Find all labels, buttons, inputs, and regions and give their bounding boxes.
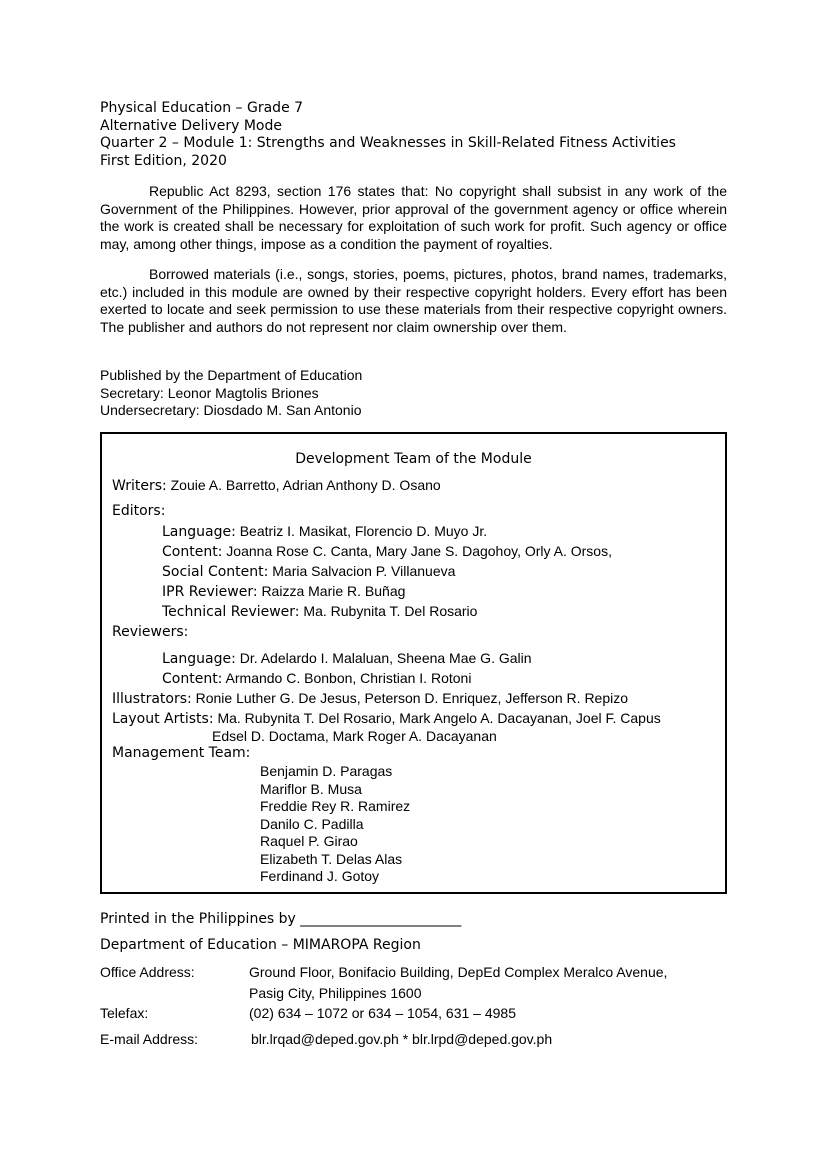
printed-by-line: Printed in the Philippines by _______________________ (100, 911, 462, 927)
editor-role: Content: (162, 544, 223, 560)
management-team-label: Management Team: (112, 745, 251, 761)
writers-label: Writers: (112, 478, 167, 494)
reviewer-role: Content: (162, 671, 223, 687)
editor-row (162, 563, 455, 581)
editor-role: Social Content: (162, 564, 269, 580)
copyright-notice (100, 183, 727, 253)
secretary-line: Secretary: Leonor Magtolis Briones (100, 384, 319, 401)
undersecretary-line: Undersecretary: Diosdado M. San Antonio (100, 402, 362, 418)
layout-artists-continued: Edsel D. Doctama, Mark Roger A. Dacayanan (212, 728, 497, 744)
editor-names: Joanna Rose C. Canta, Mary Jane S. Dagohoy, Orly A. Orsos, (226, 543, 612, 559)
reviewer-names: Dr. Adelardo I. Malaluan, Sheena Mae G. Galin (239, 650, 532, 666)
publisher-info (100, 367, 727, 420)
reviewer-role: Language: (162, 651, 236, 667)
management-member: Raquel P. Girao (260, 833, 358, 849)
email-value: blr.lrqad@deped.gov.ph * blr.lrpd@deped.gov.ph (251, 1031, 553, 1047)
editor-names: Raizza Marie R. Buñag (261, 583, 406, 599)
management-member: Ferdinand J. Gotoy (260, 868, 380, 884)
header-line-module: Quarter 2 – Module 1: Strengths and Weaknesses in Skill-Related Fitness Activities (100, 135, 676, 151)
management-member: Benjamin D. Paragas (260, 763, 393, 779)
telefax-label: Telefax: (100, 1005, 149, 1021)
email-label: E-mail Address: (100, 1031, 199, 1047)
borrowed-materials-notice (100, 266, 727, 336)
office-address-label: Office Address: (100, 964, 195, 980)
management-member: Freddie Rey R. Ramirez (260, 798, 411, 814)
copyright-paragraph: Republic Act 8293, section 176 states that: No copyright shall subsist in any work of the Government of the Philippines. However, prior approval of the government agency or office wherein the work is created shall be necessary for exploitation of such work for profit. Such agency or office may, among other things, impose as a condition the payment of royalties. (100, 183, 727, 252)
illustrators-row (112, 690, 628, 708)
editor-row (162, 583, 405, 601)
office-address-line1: Ground Floor, Bonifacio Building, DepEd Complex Meralco Avenue, (249, 964, 668, 980)
header-line-subject: Physical Education – Grade 7 (100, 100, 304, 116)
illustrators-label: Illustrators: (112, 691, 192, 707)
team-title: Development Team of the Module (295, 451, 532, 467)
editor-role: Language: (162, 524, 236, 540)
reviewer-row (162, 670, 471, 688)
editors-label: Editors: (112, 503, 166, 519)
illustrators-value: Ronie Luther G. De Jesus, Peterson D. Enriquez, Jefferson R. Repizo (195, 690, 629, 706)
management-member: Mariflor B. Musa (260, 781, 362, 797)
reviewer-names: Armando C. Bonbon, Christian I. Rotoni (225, 670, 472, 686)
layout-artists-value: Ma. Rubynita T. Del Rosario, Mark Angelo A. Dacayanan, Joel F. Capus (217, 710, 661, 726)
office-address-line2: Pasig City, Philippines 1600 (249, 985, 422, 1001)
editor-row (162, 603, 477, 621)
editor-names: Ma. Rubynita T. Del Rosario (303, 603, 478, 619)
module-header (100, 100, 727, 170)
reviewer-row (162, 650, 532, 668)
management-member: Danilo C. Padilla (260, 816, 364, 832)
editor-row (162, 523, 487, 541)
layout-artists-label: Layout Artists: (112, 711, 214, 727)
reviewers-label: Reviewers: (112, 624, 189, 640)
writers-row (112, 477, 441, 495)
editor-row (162, 543, 612, 561)
editor-names: Maria Salvacion P. Villanueva (272, 563, 456, 579)
header-line-mode: Alternative Delivery Mode (100, 117, 282, 134)
development-team-box (100, 432, 727, 894)
management-member: Elizabeth T. Delas Alas (260, 851, 403, 867)
editor-names: Beatriz I. Masikat, Florencio D. Muyo Jr. (239, 523, 488, 539)
writers-value: Zouie A. Barretto, Adrian Anthony D. Osano (170, 477, 441, 493)
borrowed-paragraph: Borrowed materials (i.e., songs, stories, poems, pictures, photos, brand names, trademarks, etc.) included in this module are owned by their respective copyright holders. Every effort has been exerted to locate and seek permission to use these materials from their respective copyright owners. The publisher and authors do not represent nor claim ownership over them. (100, 266, 727, 335)
header-line-edition: First Edition, 2020 (100, 152, 227, 169)
editor-role: Technical Reviewer: (162, 604, 300, 620)
editor-role: IPR Reviewer: (162, 584, 258, 600)
telefax-value: (02) 634 – 1072 or 634 – 1054, 631 – 4985 (249, 1005, 516, 1021)
layout-artists-row (112, 710, 661, 728)
publisher-line: Published by the Department of Education (100, 367, 363, 383)
region-line: Department of Education – MIMAROPA Region (100, 937, 421, 953)
